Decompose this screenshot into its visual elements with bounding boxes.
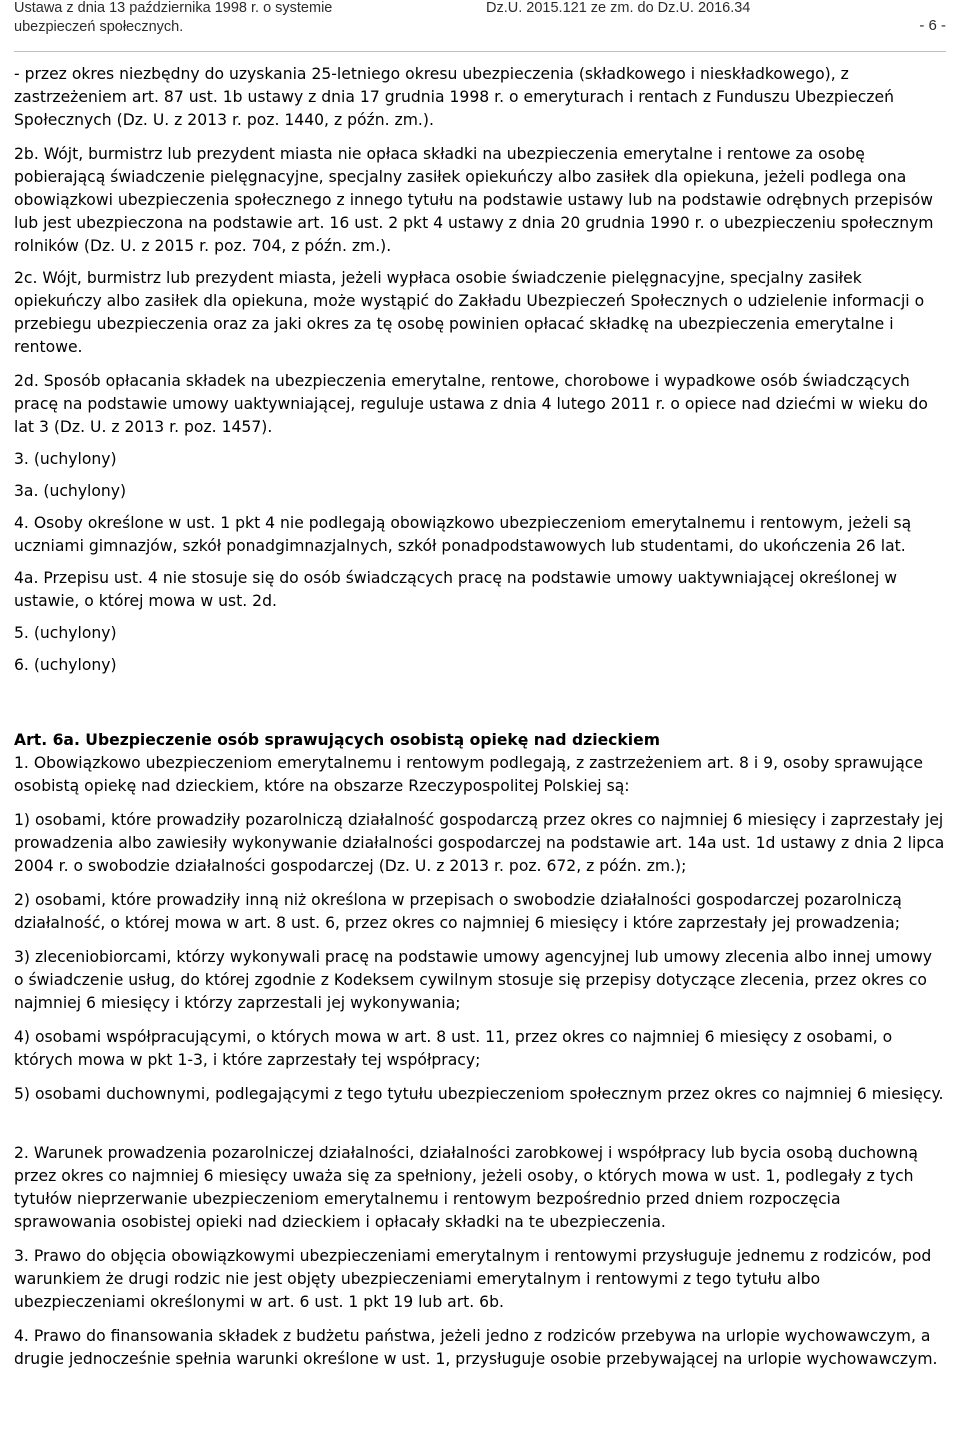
article-section-2: 2. Warunek prowadzenia pozarolniczej działalności, działalności zarobkowej i współpracy lub bycia osobą duchowną przez okres co najmniej 6 miesięcy uważa się za spełniony, jeżeli osoby, o których mowa w ust. 1, podlegały z tych tytułów nieprzerwanie ubezpieczeniom emerytalnemu i rentowym bezpośrednio przed dniem rozpoczęcia sprawowania osobistej opieki nad dzieckiem i opłacały składki na te ubezpieczenia. (14, 1144, 918, 1231)
article-item-3: 3) zleceniobiorcami, którzy wykonywali pracę na podstawie umowy agencyjnej lub umowy zlecenia albo innej umowy o świadczenie usług, do której zgodnie z Kodeksem cywilnym stosuje się przepisy dotyczące zlecenia, przez okres co najmniej 6 miesięcy i którzy zaprzestali jej wykonywania; (14, 948, 932, 1012)
document-body (14, 63, 946, 1371)
article-item-1: 1) osobami, które prowadziły pozarolniczą działalność gospodarczą przez okres co najmniej 6 miesięcy i zaprzestały jej prowadzenia albo zawiesiły wykonywanie działalności gospodarczej na podstawie art. 14a ust. 1d ustawy z dnia 2 lipca 2004 r. o swobodzie działalności gospodarczej (Dz. U. z 2013 r. poz. 672, z późn. zm.); (14, 811, 945, 875)
article-item-4: 4) osobami współpracującymi, o których mowa w art. 8 ust. 11, przez okres co najmniej 6 miesięcy z osobami, o których mowa w pkt 1-3, i które zaprzestały tej współpracy; (14, 1028, 893, 1069)
paragraph-2b: 2b. Wójt, burmistrz lub prezydent miasta nie opłaca składki na ubezpieczenia emerytalne i rentowe za osobę pobierającą świadczenie pielęgnacyjne, specjalny zasiłek opiekuńczy albo zasiłek dla opiekuna, jeżeli podlega ona obowiązkowi ubezpieczenia społecznego z innego tytułu na podstawie ustawy lub na podstawie odrębnych przepisów lub jest ubezpieczona na podstawie art. 16 ust. 2 pkt 4 ustawy z dnia 20 grudnia 1990 r. o ubezpieczeniu społecznym rolników (Dz. U. z 2015 r. poz. 704, z późn. zm.). (14, 145, 934, 255)
paragraph-4: 4. Osoby określone w ust. 1 pkt 4 nie podlegają obowiązkowo ubezpieczeniom emerytalnemu i rentowym, jeżeli są uczniami gimnazjów, szkół ponadgimnazjalnych, szkół ponadpodstawowych lub studentami, do ukończenia 26 lat. (14, 514, 912, 555)
page-number: - 6 - (919, 17, 946, 34)
paragraph-continuation: - przez okres niezbędny do uzyskania 25-letniego okresu ubezpieczenia (składkowego i nieskładkowego), z zastrzeżeniem art. 87 ust. 1b ustawy z dnia 17 grudnia 1998 r. o emeryturach i rentach z Funduszu Ubezpieczeń Społecznych (Dz. U. z 2013 r. poz. 1440, z późn. zm.). (14, 65, 894, 129)
article-section-4: 4. Prawo do finansowania składek z budżetu państwa, jeżeli jedno z rodziców przebywa na urlopie wychowawczym, a drugie jednocześnie spełnia warunki określone w ust. 1, przysługuje osobie przebywającej na urlopie wychowawczym. (14, 1327, 938, 1368)
paragraph-2c: 2c. Wójt, burmistrz lub prezydent miasta, jeżeli wypłaca osobie świadczenie pielęgnacyjne, specjalny zasiłek opiekuńczy albo zasiłek dla opiekuna, może wystąpić do Zakładu Ubezpieczeń Społecznych o udzielenie informacji o przebiegu ubezpieczenia oraz za jaki okres za tę osobę powinien opłacać składkę na ubezpieczenia emerytalne i rentowe. (14, 269, 925, 356)
paragraph-3a: 3a. (uchylony) (14, 482, 127, 500)
paragraph-3: 3. (uchylony) (14, 450, 117, 468)
paragraph-4a: 4a. Przepisu ust. 4 nie stosuje się do osób świadczących pracę na podstawie umowy uaktywniającej określonej w ustawie, o której mowa w ust. 2d. (14, 569, 898, 610)
header-journal-ref: Dz.U. 2015.121 ze zm. do Dz.U. 2016.34 (486, 0, 751, 16)
paragraph-2d: 2d. Sposób opłacania składek na ubezpieczenia emerytalne, rentowe, chorobowe i wypadkowe osób świadczących pracę na podstawie umowy uaktywniającej, reguluje ustawa z dnia 4 lutego 2011 r. o opiece nad dziećmi w wieku do lat 3 (Dz. U. z 2013 r. poz. 1457). (14, 372, 928, 436)
paragraph-6: 6. (uchylony) (14, 656, 117, 674)
article-item-5: 5) osobami duchownymi, podlegającymi z tego tytułu ubezpieczeniom społecznym przez okres co najmniej 6 miesięcy. (14, 1085, 944, 1103)
header-divider (14, 51, 946, 52)
header-act-title-cont: ubezpieczeń społecznych. (14, 19, 184, 35)
article-item-2: 2) osobami, które prowadziły inną niż określona w przepisach o swobodzie działalności gospodarczej pozarolniczą działalność, o której mowa w art. 8 ust. 6, przez okres co najmniej 6 miesięcy i które zaprzestały jej prowadzenia; (14, 891, 902, 932)
article-intro: 1. Obowiązkowo ubezpieczeniom emerytalnemu i rentowym podlegają, z zastrzeżeniem art. 8 i 9, osoby sprawujące osobistą opiekę nad dzieckiem, które na obszarze Rzeczypospolitej Polskiej są: (14, 754, 923, 795)
paragraph-5: 5. (uchylony) (14, 624, 117, 642)
header-act-title: Ustawa z dnia 13 października 1998 r. o systemie (14, 0, 333, 16)
page-header (14, 0, 946, 50)
article-heading: Art. 6a. Ubezpieczenie osób sprawujących osobistą opiekę nad dzieckiem (14, 731, 660, 749)
article-section-3: 3. Prawo do objęcia obowiązkowymi ubezpieczeniami emerytalnym i rentowymi przysługuje jednemu z rodziców, pod warunkiem że drugi rodzic nie jest objęty ubezpieczeniami emerytalnym i rentowymi z tego tytułu albo ubezpieczeniami określonymi w art. 6 ust. 1 pkt 19 lub art. 6b. (14, 1247, 932, 1311)
